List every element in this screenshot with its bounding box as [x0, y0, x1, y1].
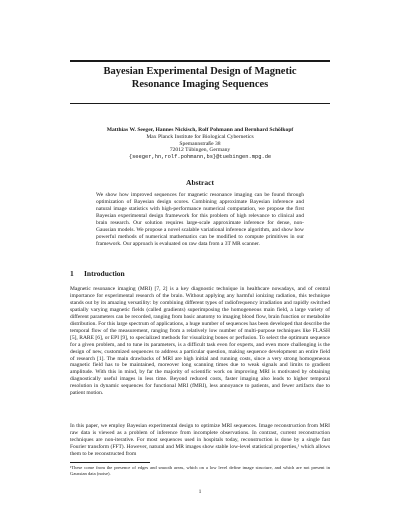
- author-block: [50, 127, 350, 161]
- abstract-heading: Abstract: [186, 178, 214, 187]
- author-names: Matthias W. Seeger, Hannes Nickisch, Rolf Pohmann and Bernhard Schölkopf: [106, 127, 294, 133]
- abstract-text: We show how improved sequences for magnetic resonance imaging can be found through optimization of Bayesian design scores. Combining approximate Bayesian inference and natural image statistics with high-performance numerical computation, we propose the first Bayesian experimental design framework for this problem of high relevance to clinical and brain research. Our solution requires large-scale approximate inference for dense, non-Gaussian models. We propose a novel scalable variational inference algorithm, and show how powerful methods of numerical mathematics can be modified to compute primitives in our framework. Our approach is evaluated on raw data from a 3T MR scanner.: [96, 192, 304, 247]
- author-email: {seeger,hn,rolf.pohmann,bs}@tuebingen.mpg.de: [128, 154, 272, 161]
- intro-paragraph-1: Magnetic resonance imaging (MRI) [7, 2] is a key diagnostic technique in healthcare nowadays, and of central importance for experimental research of the brain. Without applying any harmful ionizing radiation, this technique stands out by its amazing versatility: by combining different types of radiofrequency irradiation and rapidly switched spatially varying magnetic fields (called gradients) superimposing the homogeneous main field, a large variety of different parameters can be recorded, ranging from basic anatomy to imaging blood flow, brain function or metabolite distribution. For this large spectrum of applications, a huge number of sequences has been developed that describe the temporal flow of the measurement, ranging from a relatively low number of multi-purpose techniques like FLASH [5], RARE [6], or EPI [9], to specialized methods for visualizing bones or perfusion. To select the optimum sequence for a given problem, and to tune its parameters, is a difficult task even for experts, and even more challenging is the design of new, customized sequences to address a particular question, making sequence development an entire field of research [1]. The main drawbacks of MRI are high initial and running costs, since a very strong homogeneous magnetic field has to be maintained, moreover long scanning times due to weak signals and limits to gradient amplitude. With this in mind, by far the majority of scientific work on improving MRI is motivated by obtaining diagnostically useful images in less time. Beyond reduced costs, faster imaging also leads to higher temporal resolution in dynamic sequences for functional MRI (fMRI), less annoyance to patients, and fewer artifacts due to patient motion.: [70, 286, 330, 397]
- title-line-2: Resonance Imaging Sequences: [131, 79, 269, 90]
- street-address: Spemannstraße 38: [179, 140, 221, 147]
- title-rule-top: [70, 60, 330, 62]
- section-title: Introduction: [84, 269, 125, 278]
- title-line-1: Bayesian Experimental Design of Magnetic: [103, 66, 297, 77]
- page-number: 1: [198, 489, 202, 495]
- city-address: 72012 Tübingen, Germany: [169, 147, 231, 154]
- section-heading: [70, 269, 125, 278]
- intro-paragraph-2: In this paper, we employ Bayesian experimental design to optimize MRI sequences. Image reconstruction from MRI raw data is viewed as a problem of inference from incomplete observations. In contrast, current reconstruction techniques are non-iterative. For most sequences used in hospitals today, reconstruction is done by a single fast Fourier transform (FFT). However, natural and MR images show stable low-level statistical properties,¹ which allows them to be reconstructed from: [70, 423, 330, 457]
- title-rule-bottom: [70, 103, 330, 104]
- section-number: 1: [70, 269, 74, 278]
- footnote-rule: [70, 462, 150, 463]
- paper-title: [60, 65, 340, 91]
- footnote: ¹These come from the presence of edges and smooth areas, which on a low level define image structure, and which are not present in Gaussian data (noise).: [70, 465, 330, 476]
- affiliation: Max Planck Institute for Biological Cybernetics: [146, 133, 254, 140]
